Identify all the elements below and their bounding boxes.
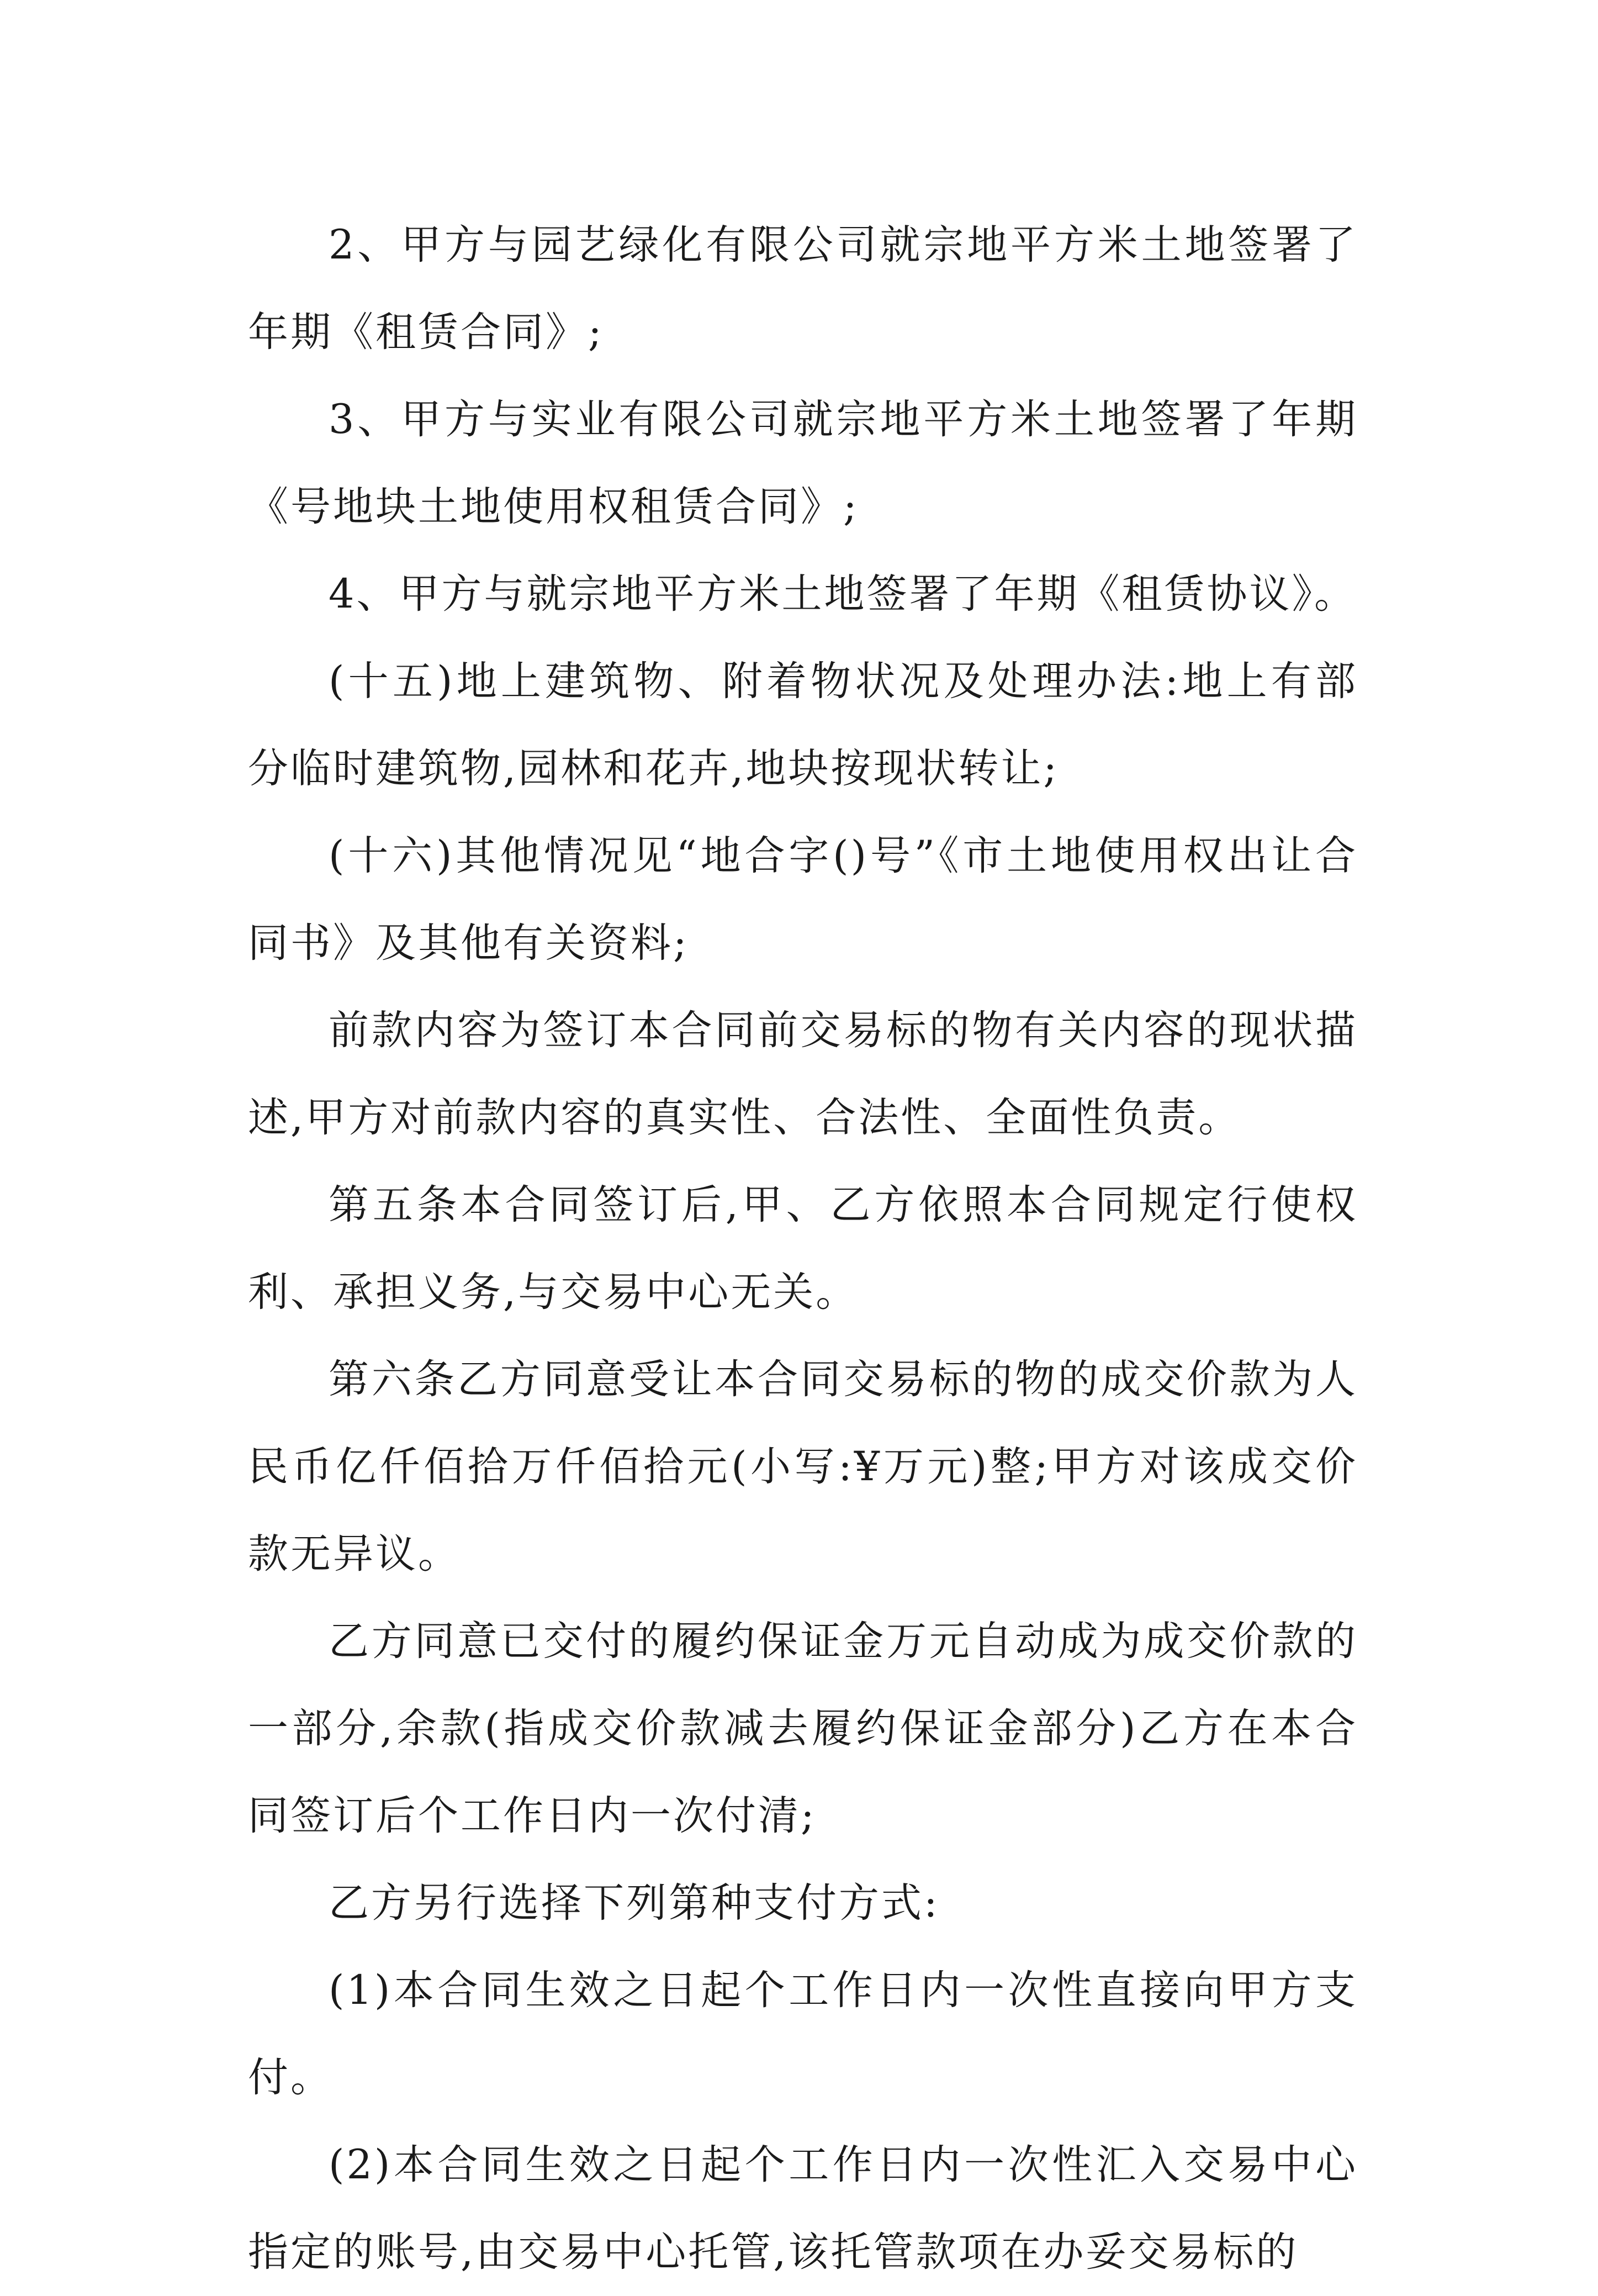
paragraph-contract-3: 3、甲方与实业有限公司就宗地平方米土地签署了年期《号地块土地使用权租赁合同》;: [248, 396, 1358, 530]
paragraph-item-16: (十六)其他情况见“地合字()号”《市土地使用权出让合同书》及其他有关资料;: [248, 832, 1358, 967]
paragraph-payment-option-2: (2)本合同生效之日起个工作日内一次性汇入交易中心指定的账号,由交易中心托管,该托管款项在办妥交易标的: [248, 2141, 1358, 2276]
paragraph-payment-option-1: (1)本合同生效之日起个工作日内一次性直接向甲方支付。: [248, 1967, 1358, 2101]
paragraph-article-5: 第五条本合同签订后,甲、乙方依照本合同规定行使权利、承担义务,与交易中心无关。: [248, 1181, 1358, 1316]
paragraph-deposit: 乙方同意已交付的履约保证金万元自动成为成交价款的一部分,余款(指成交价款减去履约保证金部分)乙方在本合同签订后个工作日内一次付清;: [248, 1618, 1358, 1839]
paragraph-contract-4: 4、甲方与就宗地平方米土地签署了年期《租赁协议》。: [329, 571, 1357, 617]
paragraph-payment-method: 乙方另行选择下列第种支付方式:: [329, 1880, 940, 1926]
paragraph-description: 前款内容为签订本合同前交易标的物有关内容的现状描述,甲方对前款内容的真实性、合法性、全面性负责。: [248, 1007, 1358, 1141]
paragraph-article-6: 第六条乙方同意受让本合同交易标的物的成交价款为人民币亿仟佰拾万仟佰拾元(小写:¥万元)整;甲方对该成交价款无异议。: [248, 1356, 1358, 1577]
paragraph-item-15: (十五)地上建筑物、附着物状况及处理办法:地上有部分临时建筑物,园林和花卉,地块按现状转让;: [248, 658, 1358, 792]
document-body: [248, 202, 1358, 2296]
paragraph-contract-2: 2、甲方与园艺绿化有限公司就宗地平方米土地签署了年期《租赁合同》;: [248, 221, 1358, 356]
